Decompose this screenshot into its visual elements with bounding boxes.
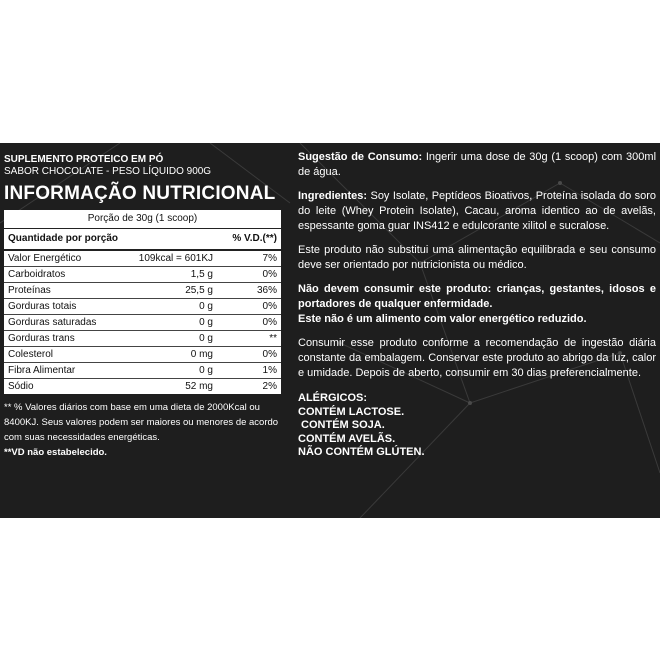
nutrition-title: INFORMAÇÃO NUTRICIONAL [4, 183, 276, 204]
nutrient-vd: 36% [256, 285, 277, 296]
vd-header: % V.D.(**) [232, 233, 277, 244]
allergens-block [298, 392, 656, 460]
nutrient-name: Gorduras totais [8, 301, 77, 312]
table-row [4, 283, 281, 299]
nutrient-name: Colesterol [8, 349, 54, 360]
daily-values-footnote: ** % Valores diários com base em uma dieta de 2000Kcal ou 8400KJ. Seus valores podem ser maiores ou menores de acordo com suas necessidades energéticas. [4, 402, 279, 443]
ingredients [298, 189, 656, 234]
suggestion-label: Sugestão de Consumo: [298, 151, 423, 163]
table-row [4, 363, 281, 379]
nutrient-amount: 0 g [199, 317, 213, 328]
allergen-item: NÃO CONTÉM GLÚTEN. [298, 446, 425, 458]
nutrition-column [4, 150, 285, 459]
vd-not-established-note: **VD não estabelecido. [4, 447, 107, 458]
nutrient-vd: ** [269, 333, 277, 344]
warning-energy: Este não é um alimento com valor energético reduzido. [298, 313, 587, 325]
nutrient-name: Carboidratos [8, 269, 66, 280]
portion-size: Porção de 30g (1 scoop) [4, 210, 281, 229]
nutrient-vd: 0% [262, 349, 277, 360]
quantity-header: Quantidade por porção [8, 233, 119, 244]
nutrient-amount: 0 g [199, 365, 213, 376]
nutrient-vd: 0% [262, 269, 277, 280]
table-row [4, 267, 281, 283]
nutrient-amount: 0 mg [190, 349, 213, 360]
disclaimer: Este produto não substitui uma alimentação equilibrada e seu consumo deve ser orientado por nutricionista ou médico. [298, 244, 656, 271]
storage-instructions: Consumir esse produto conforme a recomendação de ingestão diária constante da embalagem. Conservar este produto ao abrigo da luz, calor e umidade. Depois de aberto, consumir em 30 dias preferencialmente. [298, 337, 656, 379]
table-header [4, 229, 281, 251]
nutrient-name: Proteínas [8, 285, 51, 296]
nutrient-amount: 52 mg [185, 381, 213, 392]
suggestion-text: Ingerir uma dose de 30g (1 scoop) com 300ml de água. [298, 151, 657, 178]
ingredients-label: Ingredientes: [298, 190, 368, 202]
product-flavor-weight: SABOR CHOCOLATE - PESO LÍQUIDO 900G [4, 166, 212, 177]
ingredients-text: Soy Isolate, Peptídeos Bioativos, Proteína isolada do soro do leite (Whey Protein Isolate), Cacau, aroma identico ao de avelãs, espessante goma guar INS412 e edulcorante xilitol e sucralose. [298, 190, 656, 232]
consumption-suggestion [298, 150, 656, 180]
nutrient-vd: 1% [262, 365, 277, 376]
table-row [4, 251, 281, 267]
nutrient-amount: 1,5 g [190, 269, 213, 280]
table-row [4, 315, 281, 331]
allergen-item: CONTÉM LACTOSE. [298, 405, 405, 418]
nutrient-amount: 0 g [199, 333, 213, 344]
nutrient-amount: 0 g [199, 301, 213, 312]
nutrient-vd: 2% [262, 381, 277, 392]
nutrient-name: Gorduras trans [8, 333, 75, 344]
nutrient-name: Valor Energético [8, 253, 82, 264]
table-row [4, 347, 281, 363]
table-row [4, 379, 281, 394]
nutrient-name: Gorduras saturadas [8, 317, 97, 328]
nutrient-name: Fibra Alimentar [8, 365, 76, 376]
label-panel [0, 143, 660, 518]
allergen-item: CONTÉM AVELÃS. [298, 432, 396, 445]
nutrient-amount: 109kcal = 601KJ [138, 253, 213, 264]
info-column [298, 150, 656, 460]
product-name: SUPLEMENTO PROTEICO EM PÓ [4, 154, 164, 165]
nutrition-table [4, 210, 281, 394]
table-row [4, 299, 281, 315]
allergen-item: CONTÉM SOJA. [298, 419, 385, 431]
nutrient-name: Sódio [8, 381, 34, 392]
warning-restrictions: Não devem consumir este produto: crianças, gestantes, idosos e portadores de qualquer enfermidade. [298, 283, 656, 310]
nutrient-vd: 7% [262, 253, 277, 264]
nutrient-vd: 0% [262, 301, 277, 312]
allergens-title: ALÉRGICOS: [298, 392, 368, 404]
nutrient-amount: 25,5 g [185, 285, 213, 296]
table-row [4, 331, 281, 347]
nutrient-vd: 0% [262, 317, 277, 328]
